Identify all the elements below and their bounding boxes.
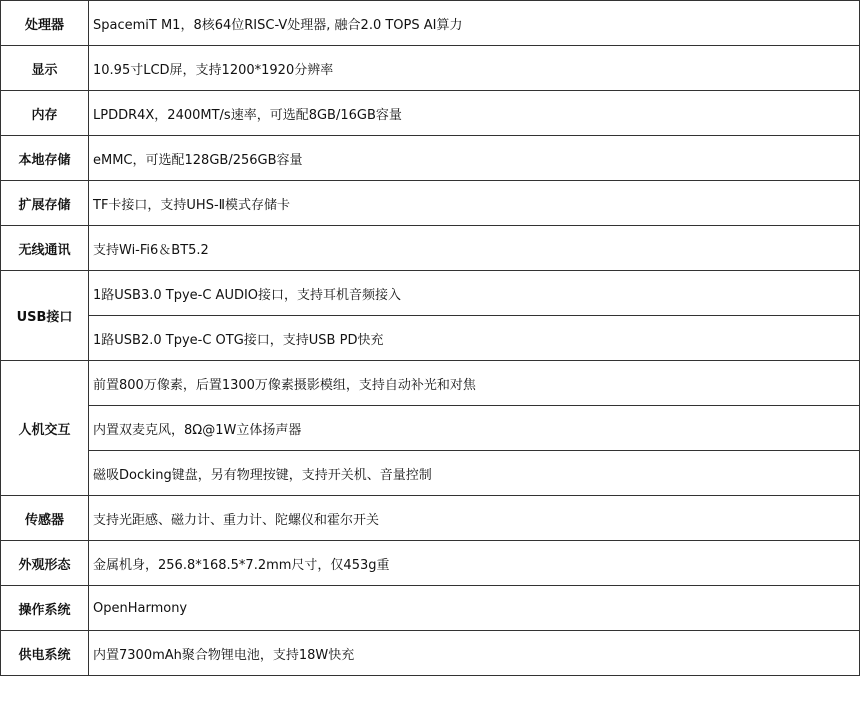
table-row (1, 586, 860, 631)
row-label-display: 显示 (1, 46, 89, 91)
row-value-wireless: 支持Wi-Fi6＆BT5.2 (89, 226, 860, 271)
table-row (1, 406, 860, 451)
row-value-usb-1: 1路USB3.0 Tpye-C AUDIO接口，支持耳机音频接入 (89, 271, 860, 316)
table-row (1, 496, 860, 541)
row-value-appearance: 金属机身，256.8*168.5*7.2mm尺寸，仅453g重 (89, 541, 860, 586)
table-row (1, 541, 860, 586)
row-value-local-storage: eMMC，可选配128GB/256GB容量 (89, 136, 860, 181)
row-value-hci-1: 前置800万像素，后置1300万像素摄影模组，支持自动补光和对焦 (89, 361, 860, 406)
row-value-os: OpenHarmony (89, 586, 860, 631)
table-row (1, 226, 860, 271)
row-label-local-storage: 本地存储 (1, 136, 89, 181)
row-label-sensors: 传感器 (1, 496, 89, 541)
row-label-wireless: 无线通讯 (1, 226, 89, 271)
table-row (1, 91, 860, 136)
row-value-memory: LPDDR4X，2400MT/s速率，可选配8GB/16GB容量 (89, 91, 860, 136)
row-value-sensors: 支持光距感、磁力计、重力计、陀螺仪和霍尔开关 (89, 496, 860, 541)
row-label-os: 操作系统 (1, 586, 89, 631)
table-row (1, 451, 860, 496)
row-value-usb-2: 1路USB2.0 Tpye-C OTG接口，支持USB PD快充 (89, 316, 860, 361)
row-value-processor: SpacemiT M1，8核64位RISC-V处理器, 融合2.0 TOPS AI算力 (89, 1, 860, 46)
row-label-expansion-storage: 扩展存储 (1, 181, 89, 226)
row-label-power: 供电系统 (1, 631, 89, 676)
row-label-usb: USB接口 (1, 271, 89, 361)
row-value-expansion-storage: TF卡接口，支持UHS-Ⅱ模式存储卡 (89, 181, 860, 226)
row-value-power: 内置7300mAh聚合物锂电池，支持18W快充 (89, 631, 860, 676)
row-label-appearance: 外观形态 (1, 541, 89, 586)
row-value-hci-2: 内置双麦克风，8Ω@1W立体扬声器 (89, 406, 860, 451)
row-label-hci: 人机交互 (1, 361, 89, 496)
table-row (1, 181, 860, 226)
table-row (1, 316, 860, 361)
table-row (1, 1, 860, 46)
row-label-processor: 处理器 (1, 1, 89, 46)
table-row (1, 46, 860, 91)
table-row (1, 271, 860, 316)
table-row (1, 361, 860, 406)
row-label-memory: 内存 (1, 91, 89, 136)
row-value-display: 10.95寸LCD屏，支持1200*1920分辨率 (89, 46, 860, 91)
table-row (1, 631, 860, 676)
table-row (1, 136, 860, 181)
row-value-hci-3: 磁吸Docking键盘，另有物理按键，支持开关机、音量控制 (89, 451, 860, 496)
